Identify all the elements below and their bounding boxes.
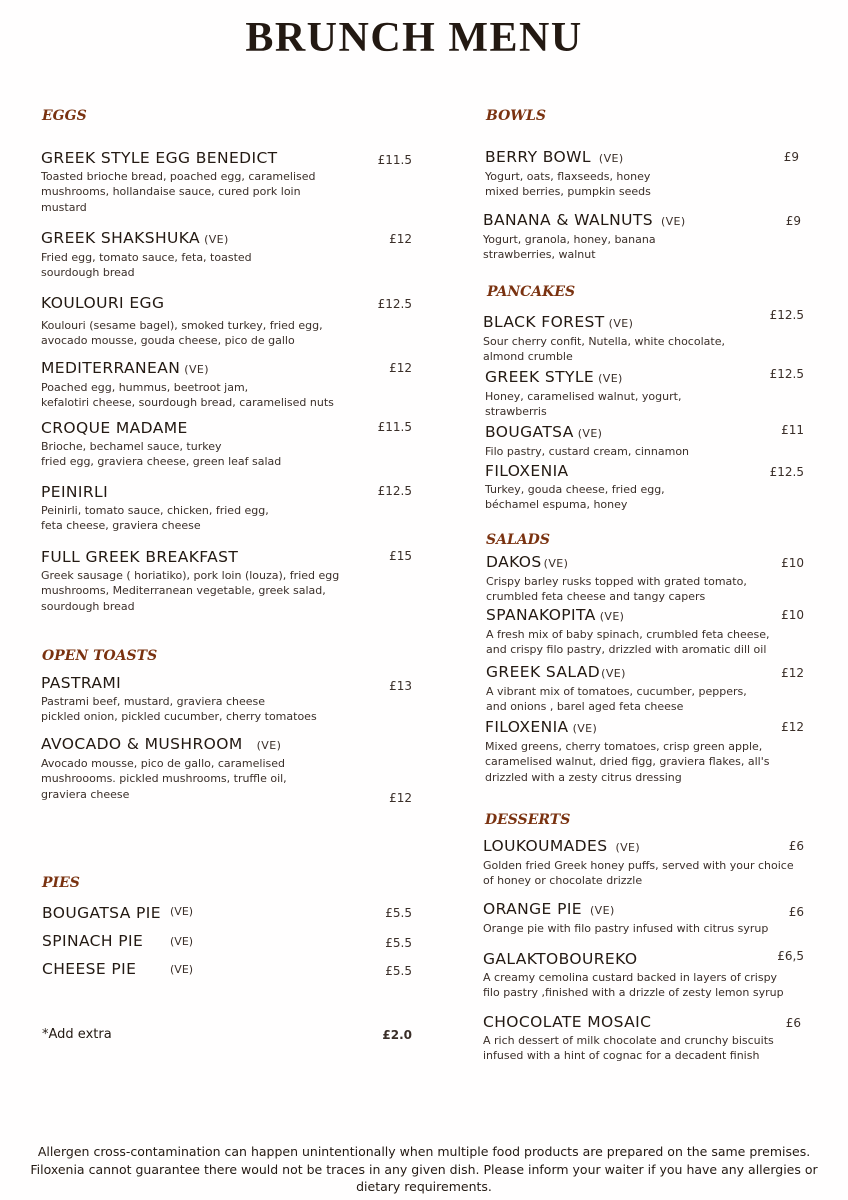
menu-item [41,419,371,470]
menu-item [483,211,823,263]
add-extra-price: £2.0 [382,1028,412,1042]
item-name: GREEK SALAD(VE) [486,663,626,681]
item-price: £12 [389,232,412,246]
item-price: £12 [389,361,412,375]
item-description: Greek sausage ( horiatiko), pork loin (louza), fried egg mushrooms, Mediterranean vegetable, greek salad, sourdough bread [41,569,340,613]
item-name: GALAKTOBOUREKO [483,950,638,968]
item-ve: (VE) [170,905,194,918]
item-price: £12 [781,666,804,680]
item-name: BOUGATSA (VE) [485,423,603,441]
item-description: A fresh mix of baby spinach, crumbled feta cheese, and crispy filo pastry, drizzled with aromatic dill oil [486,628,770,657]
item-price: £12 [781,720,804,734]
item-description: Mixed greens, cherry tomatoes, crisp green apple, caramelised walnut, dried figg, graviera flakes, all's drizzled with a zesty citrus dressing [485,740,770,784]
item-price: £12 [389,791,412,805]
item-name: PEINIRLI [41,483,109,501]
item-description: A creamy cemolina custard backed in layers of crispy filo pastry ,finished with a drizzle of zesty lemon syrup [483,971,784,1000]
item-description: A rich dessert of milk chocolate and crunchy biscuits infused with a hint of cognac for a decadent finish [483,1034,774,1063]
add-extra-label: *Add extra [42,1027,112,1042]
item-name: CHEESE PIE [42,960,137,978]
section-title-pies: PIES [42,875,80,891]
item-description: Yogurt, oats, flaxseeds, honey mixed berries, pumpkin seeds [485,170,651,199]
menu-item [486,553,831,605]
menu-item [41,359,371,411]
item-description: Poached egg, hummus, beetroot jam, kefalotiri cheese, sourdough bread, caramelised nuts [41,381,334,410]
item-price: £15 [389,549,412,563]
item-price: £13 [389,679,412,693]
item-name: CROQUE MADAME [41,419,188,437]
item-description: Fried egg, tomato sauce, feta, toasted sourdough bread [41,251,252,280]
item-price: £9 [785,214,801,228]
section-title-open-toasts: OPEN TOASTS [42,648,158,664]
item-name: CHOCOLATE MOSAIC [483,1013,652,1031]
item-name: GREEK SHAKSHUKA (VE) [41,229,229,247]
item-name: GREEK STYLE (VE) [485,368,623,386]
item-name: BANANA & WALNUTS (VE) [483,211,686,229]
item-description: Yogurt, granola, honey, banana strawberries, walnut [483,233,656,262]
menu-item [41,674,371,725]
allergen-notice: Allergen cross-contamination can happen unintentionally when multiple food products are prepared on the same premises. Filoxenia cannot guarantee there would not be traces in any given dish. Please inform your waiter if you have any allergies or dietary requirements. [30,1144,818,1194]
item-name: SPINACH PIE [42,932,144,950]
item-price: £6 [788,905,804,919]
item-price: £10 [781,556,804,570]
item-ve: (VE) [170,963,194,976]
item-description: Pastrami beef, mustard, graviera cheese pickled onion, pickled cucumber, cherry tomatoes [41,695,317,724]
item-price: £12.5 [377,297,412,311]
item-description: Filo pastry, custard cream, cinnamon [485,445,690,458]
item-name: AVOCADO & MUSHROOM (VE) [41,735,282,753]
menu-item [483,1013,833,1064]
item-price: £12.5 [769,465,804,479]
section-title-salads: SALADS [486,532,550,548]
item-name: GREEK STYLE EGG BENEDICT [41,149,278,167]
menu-item [41,294,371,349]
menu-item [483,837,833,889]
menu-item [41,149,371,215]
item-name: KOULOURI EGG [41,294,165,312]
item-description: Brioche, bechamel sauce, turkey fried egg, graviera cheese, green leaf salad [41,440,282,469]
item-name: SPANAKOPITA (VE) [486,606,625,624]
item-name: FILOXENIA [485,462,569,480]
item-name: BLACK FOREST (VE) [483,313,634,331]
item-price: £6 [785,1016,801,1030]
item-description: Sour cherry confit, Nutella, white chocolate, almond crumble [483,335,725,364]
section-title-desserts: DESSERTS [485,812,571,828]
menu-item [41,483,371,534]
menu-item [41,735,371,802]
item-price: £5.5 [385,906,412,920]
item-name: FULL GREEK BREAKFAST [41,548,239,566]
item-description: Orange pie with filo pastry infused with citrus syrup [483,922,769,935]
menu-item [486,663,831,715]
item-description: A vibrant mix of tomatoes, cucumber, peppers, and onions , barel aged feta cheese [486,685,747,714]
item-description: Crispy barley rusks topped with grated tomato, crumbled feta cheese and tangy capers [486,575,747,604]
menu-item [485,423,825,459]
item-price: £9 [783,150,799,164]
item-ve: (VE) [170,935,194,948]
item-name: MEDITERRANEAN (VE) [41,359,209,377]
item-price: £12.5 [769,308,804,322]
item-description: Toasted brioche bread, poached egg, caramelised mushrooms, hollandaise sauce, cured pork loin mustard [41,170,316,214]
item-name: PASTRAMI [41,674,122,692]
menu-title: BRUNCH MENU [245,15,583,61]
section-title-eggs: EGGS [42,108,87,124]
item-price: £11.5 [377,420,412,434]
item-description: Koulouri (sesame bagel), smoked turkey, fried egg, avocado mousse, gouda cheese, pico de gallo [41,319,323,348]
item-price: £5.5 [385,964,412,978]
item-description: Turkey, gouda cheese, fried egg, béchamel espuma, honey [485,483,665,512]
item-name: ORANGE PIE (VE) [483,900,615,918]
item-description: Peinirli, tomato sauce, chicken, fried egg, feta cheese, graviera cheese [41,504,269,533]
menu-item [485,718,830,785]
menu-item [485,148,825,200]
item-description: Honey, caramelised walnut, yogurt, strawberris [485,390,682,419]
section-title-bowls: BOWLS [486,108,546,124]
item-name: LOUKOUMADES (VE) [483,837,641,855]
section-title-pancakes: PANCAKES [487,284,576,300]
item-price: £11.5 [377,153,412,167]
menu-item [486,606,831,658]
item-price: £12.5 [377,484,412,498]
item-description: Golden fried Greek honey puffs, served with your choice of honey or chocolate drizzle [483,859,794,888]
item-price: £11 [781,423,804,437]
menu-item [483,900,833,936]
item-price: £6,5 [777,949,804,963]
menu-item [41,548,371,614]
item-price: £6 [788,839,804,853]
item-price: £10 [781,608,804,622]
item-price: £5.5 [385,936,412,950]
item-name: FILOXENIA (VE) [485,718,598,736]
item-description: Avocado mousse, pico de gallo, caramelised mushroooms. pickled mushrooms, truffle oil, graviera cheese [41,757,287,801]
item-name: BERRY BOWL (VE) [485,148,624,166]
menu-item [41,229,371,281]
item-name: DAKOS (VE) [486,553,569,571]
item-price: £12.5 [769,367,804,381]
item-name: BOUGATSA PIE [42,904,161,922]
